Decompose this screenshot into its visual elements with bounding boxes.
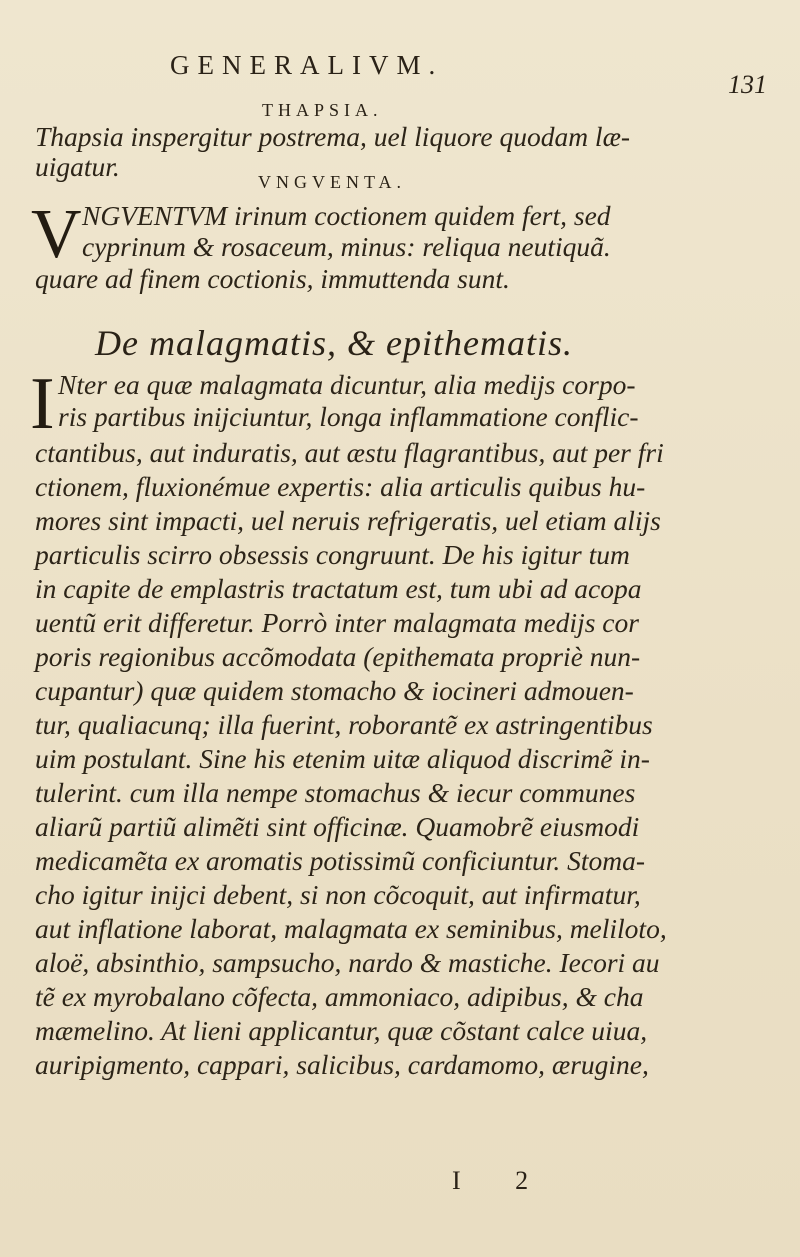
text-line: aliarũ partiũ alimẽti sint officinæ. Quamobrẽ eiusmodi	[35, 811, 640, 842]
drop-cap-i: I	[30, 363, 55, 445]
text-line: medicamẽta ex aromatis potissimũ conficiuntur. Stoma-	[35, 845, 646, 876]
text-line: NGVENTVM irinum coctionem quidem fert, sed	[82, 200, 611, 231]
text-line: mæmelino. At lieni applicantur, quæ cõstant calce uiua,	[35, 1015, 648, 1046]
text-line: in capite de emplastris tractatum est, tum ubi ad acopa	[35, 573, 642, 604]
text-line: mores sint impacti, uel neruis refrigeratis, uel etiam alijs	[35, 505, 661, 536]
text-line: cyprinum & rosaceum, minus: reliqua neutiquã.	[82, 231, 611, 262]
text-line: poris regionibus accõmodata (epithemata propriè nun-	[35, 641, 641, 672]
text-line: tur, qualiacunq; illa fuerint, roborantẽ ex astringentibus	[35, 709, 653, 740]
text-line: cho igitur inijci debent, si non cõcoquit, aut infirmatur,	[35, 879, 641, 910]
page-number: 131	[728, 70, 767, 99]
text-line: quare ad finem coctionis, immuttenda sunt.	[35, 263, 510, 294]
text-line: Nter ea quæ malagmata dicuntur, alia medijs corpo-	[58, 369, 636, 400]
text-line: tulerint. cum illa nempe stomachus & iecur communes	[35, 777, 636, 808]
text-line: particulis scirro obsessis congruunt. De his igitur tum	[35, 539, 630, 570]
text-line: ctantibus, aut induratis, aut æstu flagrantibus, aut per fri	[35, 437, 664, 468]
text-line: uim postulant. Sine his etenim uitæ aliquod discrimẽ in-	[35, 743, 650, 774]
text-line: aloë, absinthio, sampsucho, nardo & mastiche. Iecori au	[35, 947, 660, 978]
text-line: auripigmento, cappari, salicibus, cardamomo, ærugine,	[35, 1049, 649, 1080]
section-heading-malagmata: De malagmatis, & epithematis.	[95, 323, 573, 363]
text-line: Thapsia inspergitur postrema, uel liquore quodam læ-	[35, 121, 631, 152]
drop-cap-v: V	[31, 196, 82, 273]
text-line: aut inflatione laborat, malagmata ex seminibus, meliloto,	[35, 913, 667, 944]
text-line: ris partibus inijciuntur, longa inflammatione conflic-	[58, 401, 639, 432]
text-line: uigatur.	[35, 151, 120, 182]
section-title-vnguenta: VNGVENTA.	[258, 172, 407, 192]
text-line: uentũ erit differetur. Porrò inter malagmata medijs cor	[35, 607, 639, 638]
signature-mark: I 2	[452, 1166, 553, 1195]
running-head: GENERALIVM.	[170, 50, 444, 80]
text-line: tẽ ex myrobalano cõfecta, ammoniaco, adipibus, & cha	[35, 981, 644, 1012]
text-line: cupantur) quæ quidem stomacho & iocineri admouen-	[35, 675, 634, 706]
section-title-thapsia: THAPSIA.	[262, 100, 383, 120]
text-line: ctionem, fluxionémue expertis: alia articulis quibus hu-	[35, 471, 646, 502]
